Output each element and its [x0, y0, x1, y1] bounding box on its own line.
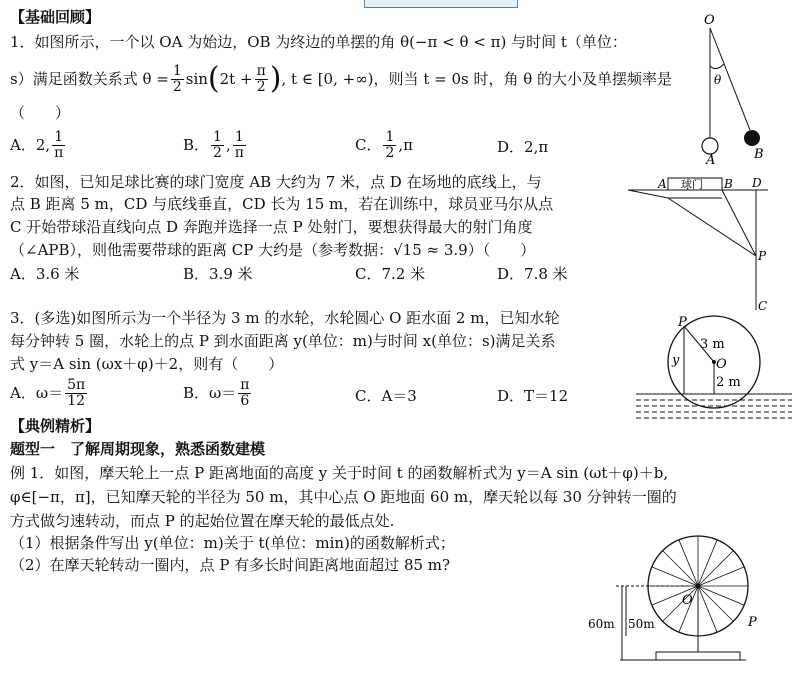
ferris-spoke — [663, 551, 698, 586]
pendulum-figure — [690, 8, 790, 168]
q2-option-b: B．3.9 米 — [183, 265, 253, 283]
wheel-label-p: P — [678, 315, 687, 330]
ferris-label-p: P — [748, 615, 757, 630]
goal-label-b: B — [724, 177, 733, 191]
ferris-wheel-figure — [586, 526, 772, 666]
goal-label-d: D — [752, 176, 762, 190]
q2-option-a: A．3.6 米 — [10, 265, 80, 283]
q1-pi-frac: $\frac{\pi}{2}$ — [256, 63, 266, 95]
ex1-line1: 例 1．如图，摩天轮上一点 P 距离地面的高度 y 关于时间 t 的函数解析式为 y＝A sin (ωt＋φ)＋b, — [10, 464, 669, 482]
wheel-label-r: 3 m — [700, 337, 725, 352]
q1-domain: , t ∈ [0, +∞) — [281, 69, 374, 88]
ferris-label-o: O — [682, 593, 693, 608]
q1-option-d: D．2,π — [497, 138, 549, 156]
q1-option-a: A．2, $\frac{1}{\pi}$ — [10, 129, 64, 161]
goal-label-gate: 球门 — [681, 178, 703, 191]
q1-line2b: ，则当 t = 0s 时，角 θ 的大小及单摆频率是 — [373, 69, 673, 88]
q1-line2a: s）满足函数关系式 θ = — [10, 69, 169, 88]
wheel-label-o: O — [716, 357, 727, 372]
q1-sin: sin — [185, 69, 208, 88]
q1-fraction: $\frac{1}{2}$ — [172, 63, 182, 95]
q1-line2: s）满足函数关系式 θ = $\frac{1}{2}$ sin ( 2t + $\frac{\pi}{2}$ ) , t ∈ [0, +∞) ，则当 t = 0s 时，角 θ 的大小及单摆频率是 — [10, 61, 673, 97]
q3-line1: 3．(多选)如图所示为一个半径为 3 m 的水轮，水轮圆心 O 距水面 2 m，已知水轮 — [10, 309, 560, 327]
q2-option-d: D．7.8 米 — [497, 265, 568, 283]
q3-line3: 式 y＝A sin (ωx＋φ)＋2，则有（ ） — [10, 355, 284, 373]
q2-line2: 点 B 距离 5 m，CD 与底线垂直，CD 长为 15 m，若在训练中，球员亚马尔从点 — [10, 195, 554, 213]
q2-option-c: C．7.2 米 — [355, 265, 426, 283]
section-examples: 【典例精析】 — [10, 417, 101, 435]
q3-option-a: A．ω＝ $\frac{5\pi}{12}$ — [10, 377, 86, 409]
q2-line1: 2．如图，已知足球比赛的球门宽度 AB 大约为 7 米，点 D 在场地的底线上，与 — [10, 173, 542, 191]
q2-line4: （∠APB），则他需要带球的距离 CP 大约是（参考数据：√15 ≈ 3.9）（ ） — [10, 241, 536, 259]
section-basic-review: 【基础回顾】 — [10, 8, 101, 26]
goal-label-a: A — [658, 177, 667, 191]
ferris-spoke — [698, 586, 733, 621]
goal-label-c: C — [758, 299, 768, 313]
ex1-line3: 方式做匀速转动，而点 P 的起始位置在摩天轮的最低点处. — [10, 512, 395, 530]
q1-inner: 2t + — [219, 69, 253, 88]
q1-option-c: C． $\frac{1}{2}$ ,π — [355, 129, 414, 161]
section-type1: 题型一 了解周期现象，熟悉函数建模 — [10, 440, 266, 458]
pendulum-label-b: B — [754, 147, 764, 162]
wheel-label-y: y — [672, 353, 680, 368]
ferris-label-50m: 50m — [628, 617, 655, 631]
ex1-line2: φ∈[−π，π]，已知摩天轮的半径为 50 m，其中心点 O 距地面 60 m，摩天轮以每 30 分钟转一圈的 — [10, 488, 677, 506]
q1-line1: 1．如图所示，一个以 OA 为始边，OB 为终边的单摆的角 θ(−π < θ < π) 与时间 t（单位： — [10, 33, 627, 51]
ex1-sub2: （2）在摩天轮转动一圈内，点 P 有多长时间距离地面超过 85 m? — [10, 556, 451, 574]
goal-label-p: P — [758, 249, 767, 263]
q2-line3: C 开始带球沿直线向点 D 奔跑并选择一点 P 处射门，要想获得最大的射门角度 — [10, 218, 533, 236]
header-title-box — [364, 0, 518, 8]
q3-line2: 每分钟转 5 圈，水轮上的点 P 到水面距离 y(单位：m)与时间 x(单位：s)满足关系 — [10, 332, 556, 350]
q3-option-c: C．A＝3 — [355, 387, 417, 405]
wheel-label-h: 2 m — [716, 375, 741, 390]
ferris-label-60m: 60m — [588, 617, 615, 631]
q3-option-d: D．T＝12 — [497, 387, 569, 405]
pendulum-label-o: O — [704, 13, 715, 28]
q3-option-b: B．ω＝ $\frac{\pi}{6}$ — [183, 377, 250, 409]
q1-paren: （ ） — [10, 104, 71, 122]
pendulum-label-a: A — [706, 153, 716, 168]
water-wheel-figure — [636, 312, 792, 430]
pendulum-label-theta: θ — [714, 73, 722, 87]
ferris-spoke — [698, 551, 733, 586]
ex1-sub1: （1）根据条件写出 y(单位：m)关于 t(单位：min)的函数解析式； — [10, 534, 455, 552]
q1-option-b: B． $\frac{1}{2}$ , $\frac{1}{\pi}$ — [183, 129, 244, 161]
goal-figure — [628, 172, 768, 314]
ferris-spoke — [663, 586, 698, 621]
